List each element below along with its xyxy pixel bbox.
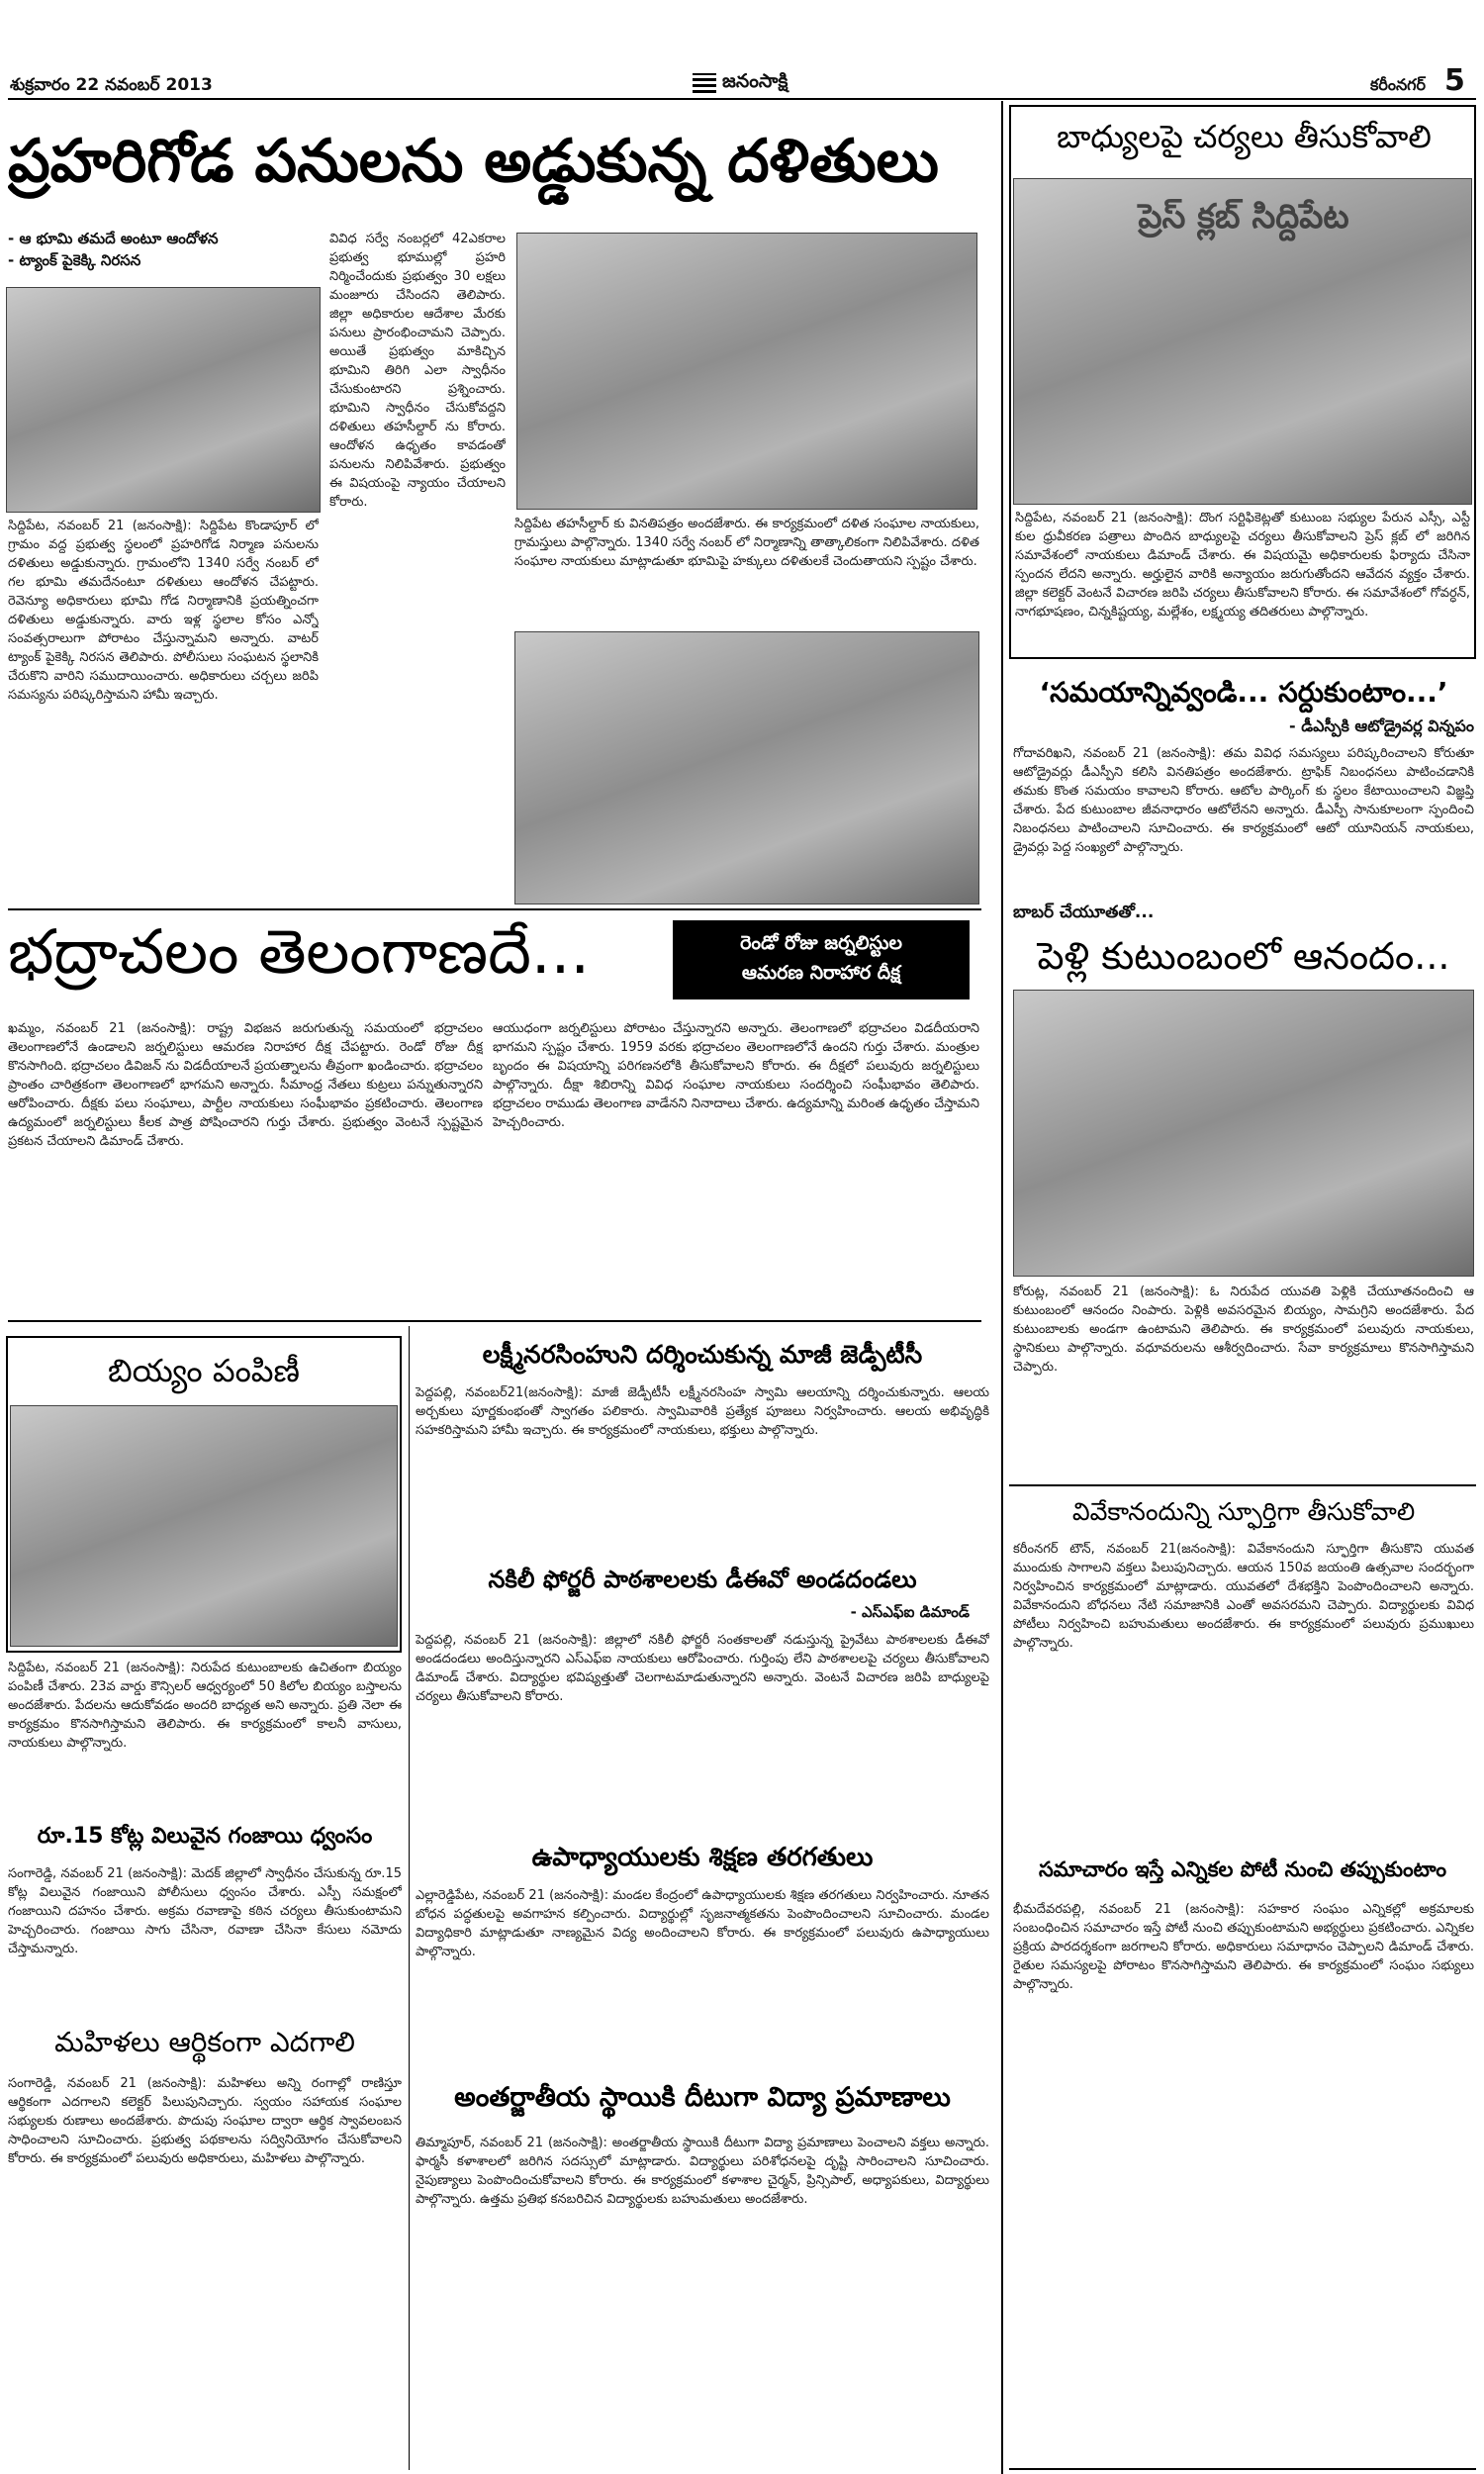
story9-body: సంగారెడ్డి, నవంబర్ 21 (జనంసాక్షి): మెదక్ జిల్లాలో స్వాధీనం చేసుకున్న రూ.15 కోట్ల విలువైన గంజాయిని పోలీసులు ధ్వంసం చేశారు. ఎస్పీ సమక్షంలో గంజాయిని దహనం చేశారు. అక్రమ రవాణాపై కఠిన చర్యలు తీసుకుంటామని హెచ్చరించారు. గంజాయి సాగు చేసినా, రవాణా చేసినా కేసులు నమోదు చేస్తామన్నారు.	[8, 1866, 402, 1956]
story1-photo-tank	[6, 287, 321, 513]
masthead-page-number: 5	[1444, 63, 1465, 98]
masthead-date: శుక్రవారం 22 నవంబర్ 2013	[10, 75, 213, 95]
story8-headline: బియ్యం పంపిణీ	[108, 1352, 300, 1389]
story4-sub: - డీఎస్పీకి ఆటోడ్రైవర్ల విన్నపం	[1289, 716, 1474, 735]
story12-sub: - ఎస్ఎఫ్ఐ డిమాండ్	[850, 1603, 970, 1621]
story12-headline: నకిలీ ఫోర్జరీ పాఠశాలలకు డీఈవో అండదండలు	[488, 1566, 917, 1593]
story6-body: కరీంనగర్ టౌన్, నవంబర్ 21(జనంసాక్షి): వివేకానందుని స్ఫూర్తిగా తీసుకొని యువత ముందుకు సాగాలని వక్తలు పిలుపునిచ్చారు. ఆయన 150వ జయంతి ఉత్సవాల సందర్భంగా నిర్వహించిన కార్యక్రమంలో మాట్లాడారు. యువతలో దేశభక్తిని పెంపొందించాలని అన్నారు. వివేకానందుని బోధనలు నేటి సమాజానికి ఎంతో అవసరమని చెప్పారు. విద్యార్థులకు వివిధ పోటీలు నిర్వహించి బహుమతులు అందజేశారు. ఈ కార్యక్రమంలో పలువురు ప్రముఖులు పాల్గొన్నారు.	[1013, 1542, 1474, 1651]
story8-body: సిద్దిపేట, నవంబర్ 21 (జనంసాక్షి): నిరుపేద కుటుంబాలకు ఉచితంగా బియ్యం పంపిణీ చేశారు. 23వ వార్డు కౌన్సిలర్ ఆధ్వర్యంలో 50 కిలోల బియ్యం బస్తాలను అందజేశారు. పేదలను ఆదుకోవడం అందరి బాధ్యత అని అన్నారు. ప్రతి నెలా ఈ కార్యక్రమం కొనసాగిస్తామని తెలిపారు. ఈ కార్యక్రమంలో కాలనీ వాసులు, నాయకులు పాల్గొన్నారు.	[8, 1661, 402, 1751]
story1-col2: వివిధ సర్వే నంబర్లలో 42ఎకరాల ప్రభుత్వ భూముల్లో ప్రహరి నిర్మించేందుకు ప్రభుత్వం 30 లక్షలు మంజూరు చేసిందని తెలిపారు. జిల్లా అధికారుల ఆదేశాల మేరకు పనులు ప్రారంభించామని చెప్పారు. అయితే ప్రభుత్వం మాకిచ్చిన భూమిని తిరిగి ఎలా స్వాధీనం చేసుకుంటారని ప్రశ్నించారు. భూమిని స్వాధీనం చేసుకోవద్దని దళితులు తహసీల్దార్ ను కోరారు. ఆందోళన ఉధృతం కావడంతో పనులను నిలిపివేశారు. ప్రభుత్వం ఈ విషయంపై న్యాయం చేయాలని కోరారు.	[329, 232, 506, 510]
story5-body: కోరుట్ల, నవంబర్ 21 (జనంసాక్షి): ఓ నిరుపేద యువతి పెళ్లికి చేయూతనందించి ఆ కుటుంబంలో ఆనందం నింపారు. పెళ్లికి అవసరమైన బియ్యం, సామగ్రిని అందజేశారు. పేద కుటుంబాలకు అండగా ఉంటామని తెలిపారు. ఈ కార్యక్రమంలో పలువురు నాయకులు, స్థానికులు పాల్గొన్నారు. వధూవరులను ఆశీర్వదించారు. సేవా కార్యక్రమాలు కొనసాగిస్తామని చెప్పారు.	[1013, 1285, 1474, 1375]
story1-col1: సిద్దిపేట, నవంబర్ 21 (జనంసాక్షి): సిద్దిపేట కొండాపూర్ లో గ్రామం వద్ద ప్రభుత్వ స్థలంలో ప్రహరిగోడ నిర్మాణ పనులను దళితులు అడ్డుకున్నారు. గ్రామంలోని 1340 సర్వే నంబర్ లో గల భూమి తమదేనంటూ దళితులు ఆందోళన చేపట్టారు. రెవెన్యూ అధికారులు భూమి గోడ నిర్మాణానికి ప్రయత్నించగా దళితులు అడ్డుకున్నారు. వారు ఇళ్ల స్థలాల కోసం ఎన్నో సంవత్సరాలుగా పోరాటం చేస్తున్నామని అన్నారు. వాటర్ ట్యాంక్ పైకెక్కి నిరసన తెలిపారు. పోలీసులు సంఘటన స్థలానికి చేరుకొని వారిని సముదాయించారు. అధికారులు చర్చలు జరిపి సమస్యను పరిష్కరిస్తామని హామీ ఇచ్చారు.	[8, 519, 319, 703]
story3-photo-pressclub	[1013, 178, 1472, 505]
story5-photo-rice	[1013, 990, 1474, 1277]
story4-body: గోదావరిఖని, నవంబర్ 21 (జనంసాక్షి): తమ వివిధ సమస్యలు పరిష్కరించాలని కోరుతూ ఆటోడ్రైవర్లు డీఎస్పీని కలిసి వినతిపత్రం అందజేశారు. ట్రాఫిక్ నిబంధనలు పాటించడానికి తమకు కొంత సమయం కావాలని కోరారు. ఆటోల పార్కింగ్ కు స్థలం కేటాయించాలని విజ్ఞప్తి చేశారు. పేద కుటుంబాల జీవనాధారం ఆటోలేనని అన్నారు. డీఎస్పీ సానుకూలంగా స్పందించి నిబంధనలు పాటించాలని సూచించారు. ఈ కార్యక్రమంలో ఆటో యూనియన్ నాయకులు, డ్రైవర్లు పెద్ద సంఖ్యలో పాల్గొన్నారు.	[1013, 746, 1474, 855]
story5-headline: పెళ్లి కుటుంబంలో ఆనందం...	[1037, 934, 1450, 978]
story2-headline: భద్రాచలం తెలంగాణదే...	[8, 915, 591, 988]
story2-col2: ఆయుధంగా జర్నలిస్టులు పోరాటం చేస్తున్నారని అన్నారు. తెలంగాణలో భద్రాచలం విడదీయరాని భాగమని స్పష్టం చేశారు. 1959 వరకు భద్రాచలం తెలంగాణలోనే ఉందని గుర్తు చేశారు. మంత్రుల బృందం ఈ విషయాన్ని పరిగణనలోకి తీసుకోవాలని కోరారు. ఈ దీక్షలో పలువురు జర్నలిస్టులు పాల్గొన్నారు. దీక్షా శిబిరాన్ని వివిధ సంఘాల నాయకులు సందర్శించి సంఘీభావం తెలిపారు. భద్రాచలం రాముడు తెలంగాణ వాడేనని నినాదాలు చేశారు. ఉద్యమాన్ని మరింత ఉధృతం చేస్తామని హెచ్చరించారు.	[493, 1021, 979, 1130]
story3-banner-text: ప్రెస్ క్లబ్ సిద్దిపేట	[1138, 197, 1349, 237]
story7-body: భీమదేవరపల్లి, నవంబర్ 21 (జనంసాక్షి): సహకార సంఘం ఎన్నికల్లో అక్రమాలకు సంబంధించిన సమాచారం ఇస్తే పోటీ నుంచి తప్పుకుంటామని అభ్యర్థులు ప్రకటించారు. ఎన్నికల ప్రక్రియ పారదర్శకంగా జరగాలని కోరారు. అధికారులు సమాధానం చెప్పాలని డిమాండ్ చేశారు. రైతుల సమస్యలపై పోరాటం కొనసాగిస్తామని తెలిపారు. ఈ కార్యక్రమంలో సంఘం సభ్యులు పాల్గొన్నారు.	[1013, 1902, 1474, 1992]
story2-col1: ఖమ్మం, నవంబర్ 21 (జనంసాక్షి): రాష్ట్ర విభజన జరుగుతున్న సమయంలో భద్రాచలం తెలంగాణలోనే ఉండాలని జర్నలిస్టులు ఆమరణ నిరాహార దీక్ష చేపట్టారు. రెండో రోజు దీక్ష కొనసాగింది. భద్రాచలం డివిజన్ ను విడదీయాలనే ప్రయత్నాలను తీవ్రంగా ఖండించారు. భద్రాచలం ప్రాంతం చారిత్రకంగా తెలంగాణలో భాగమని అన్నారు. సీమాంధ్ర నేతలు కుట్రలు పన్నుతున్నారని ఆరోపించారు. దీక్షకు పలు సంఘాలు, పార్టీల నాయకులు సంఘీభావం ప్రకటించారు. తెలంగాణ ఉద్యమంలో జర్నలిస్టులు కీలక పాత్ర పోషించారని గుర్తు చేశారు. ప్రభుత్వం వెంటనే స్పష్టమైన ప్రకటన చేయాలని డిమాండ్ చేశారు.	[8, 1021, 483, 1149]
story11-headline: లక్ష్మీనరసింహుని దర్శించుకున్న మాజీ జెడ్పీటీసీ	[482, 1340, 923, 1369]
story2-headline-box	[673, 920, 970, 999]
right-column-bottom-rule	[1009, 2468, 1476, 2470]
masthead-edition: కరీంనగర్	[1370, 75, 1427, 94]
right-column-border	[1001, 101, 1003, 2474]
story1-col3: సిద్దిపేట తహసీల్దార్ కు వినతిపత్రం అందజేశారు. ఈ కార్యక్రమంలో దళిత సంఘాల నాయకులు, గ్రామస్తులు పాల్గొన్నారు. 1340 సర్వే నంబర్ లో నిర్మాణాన్ని తాత్కాలికంగా నిలిపివేశారు. దళిత సంఘాల నాయకులు మాట్లాడుతూ భూమిపై హక్కులు దళితులకే చెందుతాయని స్పష్టం చేశారు.	[514, 517, 979, 569]
story9-headline: రూ.15 కోట్ల విలువైన గంజాయి ధ్వంసం	[37, 1824, 373, 1849]
story4-headline: ‘సమయాన్నివ్వండి... సర్దుకుంటాం...’	[1039, 676, 1448, 709]
story10-body: సంగారెడ్డి, నవంబర్ 21 (జనంసాక్షి): మహిళలు అన్ని రంగాల్లో రాణిస్తూ ఆర్థికంగా ఎదగాలని కలెక్టర్ పిలుపునిచ్చారు. స్వయం సహాయక సంఘాల సభ్యులకు రుణాలు అందజేశారు. పొదుపు సంఘాల ద్వారా ఆర్థిక స్వావలంబన సాధించాలని సూచించారు. ప్రభుత్వ పథకాలను సద్వినియోగం చేసుకోవాలని కోరారు. ఈ కార్యక్రమంలో పలువురు అధికారులు, మహిళలు పాల్గొన్నారు.	[8, 2076, 402, 2166]
story14-body: తిమ్మాపూర్, నవంబర్ 21 (జనంసాక్షి): అంతర్జాతీయ స్థాయికి దీటుగా విద్యా ప్రమాణాలు పెంచాలని వక్తలు అన్నారు. ఫార్మసీ కళాశాలలో జరిగిన సదస్సులో మాట్లాడారు. విద్యార్థులు పరిశోధనలపై దృష్టి సారించాలని సూచించారు. నైపుణ్యాలు పెంపొందించుకోవాలని కోరారు. ఈ కార్యక్రమంలో కళాశాల చైర్మన్, ప్రిన్సిపాల్, అధ్యాపకులు, విద్యార్థులు పాల్గొన్నారు. ఉత్తమ ప్రతిభ కనబరిచిన విద్యార్థులకు బహుమతులు అందజేశారు.	[416, 2136, 989, 2207]
story2-box-line2: ఆమరణ నిరాహార దీక్ష	[741, 962, 901, 984]
story10-headline: మహిళలు ఆర్థికంగా ఎదగాలి	[54, 2026, 355, 2058]
story1-subheads	[8, 228, 325, 271]
story3-headline: బాధ్యులపై చర్యలు తీసుకోవాలి	[1057, 118, 1432, 155]
masthead-logo	[693, 69, 788, 97]
story1-rule	[8, 908, 981, 910]
masthead	[0, 0, 1484, 99]
story13-body: ఎల్లారెడ్డిపేట, నవంబర్ 21 (జనంసాక్షి): మండల కేంద్రంలో ఉపాధ్యాయులకు శిక్షణ తరగతులు నిర్వహించారు. నూతన బోధన పద్ధతులపై అవగాహన కల్పించారు. విద్యార్థుల్లో సృజనాత్మకతను పెంపొందించాలని సూచించారు. మండల విద్యాధికారి మాట్లాడుతూ నాణ్యమైన విద్య అందించాలని కోరారు. ఈ కార్యక్రమంలో పలువురు ఉపాధ్యాయులు పాల్గొన్నారు.	[416, 1888, 989, 1959]
story1-photo-crowd	[516, 233, 977, 510]
story12-body: పెద్దపల్లి, నవంబర్ 21 (జనంసాక్షి): జిల్లాలో నకిలీ ఫోర్జరీ సంతకాలతో నడుస్తున్న ప్రైవేటు పాఠశాలలకు డీఈవో అండదండలు అందిస్తున్నారని ఎస్ఎఫ్ఐ నాయకులు ఆరోపించారు. గుర్తింపు లేని పాఠశాలలపై చర్యలు తీసుకోవాలని డిమాండ్ చేశారు. విద్యార్థుల భవిష్యత్తుతో చెలగాటమాడుతున్నారని అన్నారు. వెంటనే విచారణ జరిపి బాధ్యులపై చర్యలు తీసుకోవాలని కోరారు.	[416, 1633, 989, 1704]
story6-headline: వివేకానందున్ని స్ఫూర్తిగా తీసుకోవాలి	[1071, 1497, 1416, 1526]
story2-box-line1: రెండో రోజు జర్నలిస్టుల	[740, 932, 902, 954]
story5-kicker: బాబర్ చేయూతతో...	[1013, 903, 1155, 922]
story14-headline: అంతర్జాతీయ స్థాయికి దీటుగా విద్యా ప్రమాణాలు	[454, 2082, 951, 2113]
story1-sub2: - ట్యాంక్ పైకెక్కి నిరసన	[8, 251, 141, 269]
story1-headline: ప్రహరిగోడ పనులను అడ్డుకున్న దళితులు	[8, 127, 939, 196]
story11-body: పెద్దపల్లి, నవంబర్21(జనంసాక్షి): మాజీ జెడ్పీటీసీ లక్ష్మీనరసింహ స్వామి ఆలయాన్ని దర్శించుకున్నారు. ఆలయ అర్చకులు పూర్ణకుంభంతో స్వాగతం పలికారు. స్వామివారికి ప్రత్యేక పూజలు నిర్వహించారు. ఆలయ అభివృద్ధికి సహకరిస్తామని హామీ ఇచ్చారు. ఈ కార్యక్రమంలో నాయకులు, భక్తులు పాల్గొన్నారు.	[416, 1385, 989, 1438]
story3-body: సిద్దిపేట, నవంబర్ 21 (జనంసాక్షి): దొంగ సర్టిఫికెట్లతో కుటుంబ సభ్యుల పేరున ఎస్సీ, ఎస్టీ కుల ధ్రువీకరణ పత్రాలు పొందిన బాధ్యులపై చర్యలు తీసుకోవాలని ప్రెస్ క్లబ్ లో జరిగిన సమావేశంలో నాయకులు డిమాండ్ చేశారు. ఈ విషయమై అధికారులకు ఫిర్యాదు చేసినా స్పందన లేదని అన్నారు. అర్హులైన వారికి అన్యాయం జరుగుతోందని ఆవేదన వ్యక్తం చేశారు. జిల్లా కలెక్టర్ వెంటనే విచారణ జరిపి చర్యలు తీసుకోవాలని కోరారు. ఈ సమావేశంలో గోవర్ధన్, నాగభూషణం, చిన్నకిష్టయ్య, మల్లేశం, లక్ష్మయ్య తదితరులు పాల్గొన్నారు.	[1015, 511, 1470, 619]
masthead-paper: జనంసాక్షి	[722, 69, 788, 92]
story7-headline: సమాచారం ఇస్తే ఎన్నికల పోటీ నుంచి తప్పుకుంటాం	[1038, 1857, 1447, 1881]
logo-icon	[693, 73, 716, 93]
story5-rule	[1009, 1484, 1476, 1486]
story13-headline: ఉపాధ్యాయులకు శిక్షణ తరగతులు	[531, 1843, 874, 1872]
story1-sub1: - ఆ భూమి తమదే అంటూ ఆందోళన	[8, 230, 219, 247]
story8-photo-distribution	[10, 1405, 398, 1647]
story2-rule	[8, 1320, 981, 1322]
masthead-rule	[8, 98, 1476, 100]
lower-middle-divider	[409, 1326, 410, 2470]
story1-photo-officials	[514, 631, 979, 904]
